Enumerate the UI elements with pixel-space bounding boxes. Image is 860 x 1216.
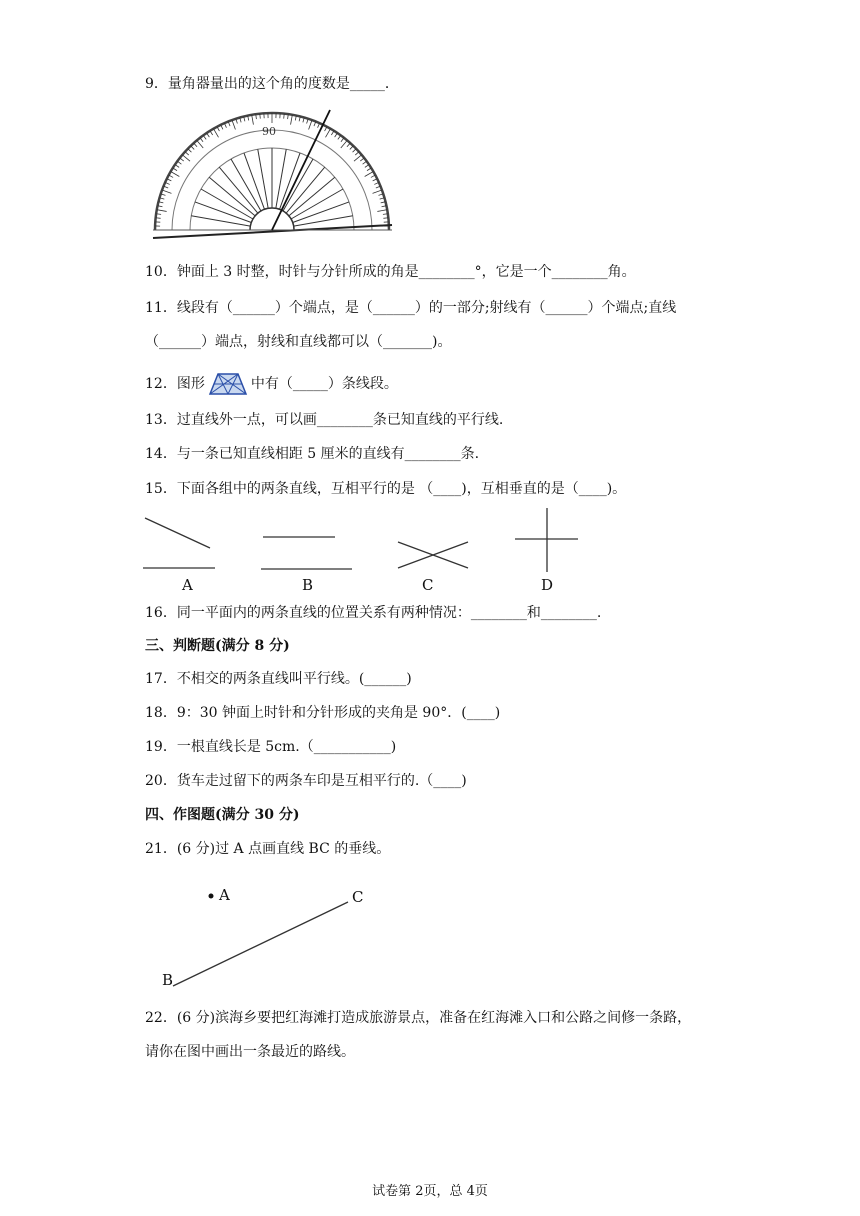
point-c-label: C: [352, 888, 364, 906]
protractor-tick: [210, 131, 213, 135]
protractor-tick: [175, 165, 179, 168]
question-12-suffix: 中有（_____）条线段。: [250, 376, 398, 392]
protractor-tick: [326, 129, 331, 138]
protractor-tick: [203, 135, 206, 139]
question-11-line2: （______）端点，射线和直线都可以（_______)。: [145, 334, 452, 350]
protractor-tick: [341, 140, 347, 148]
protractor-ray: [201, 189, 253, 219]
section-3-heading: 三、判断题(满分 8 分): [145, 638, 290, 654]
figure-b-lines: [258, 530, 358, 575]
protractor-tick: [200, 138, 203, 142]
protractor-tick: [341, 138, 344, 142]
protractor-tick: [335, 133, 338, 137]
protractor-ray: [283, 159, 313, 211]
protractor-tick: [360, 158, 364, 161]
protractor-tick: [214, 129, 219, 138]
protractor-ray: [258, 149, 268, 208]
protractor-tick: [354, 155, 362, 161]
protractor-tick: [188, 149, 192, 152]
point-b-label: B: [162, 971, 174, 989]
section-4-heading: 四、作图题(满分 30 分): [145, 807, 300, 823]
question-14: 14．与一条已知直线相距 5 厘米的直线有________条.: [145, 446, 480, 462]
question-10: 10．钟面上 3 时整，时针与分针所成的角是________°，它是一个________角。: [145, 264, 636, 280]
protractor-tick: [182, 155, 190, 161]
question-12-prefix: 12．图形: [145, 376, 205, 392]
figure-a-label: A: [182, 576, 193, 594]
protractor-tick: [353, 149, 357, 152]
question-16: 16．同一平面内的两条直线的位置关系有两种情况：________和________.: [145, 605, 602, 621]
protractor-90-label: 90: [262, 125, 276, 138]
protractor-ray: [191, 216, 250, 226]
protractor-tick: [373, 190, 382, 193]
protractor-tick: [252, 115, 254, 125]
question-9: 9．量角器量出的这个角的度数是_____．: [145, 76, 399, 92]
protractor-tick: [260, 114, 261, 119]
protractor-tick: [157, 210, 167, 212]
protractor-tick: [191, 146, 194, 150]
question-18: 18．9：30 钟面上时针和分针形成的夹角是 90°．(____): [145, 705, 501, 721]
protractor-tick: [383, 218, 388, 219]
page-footer: 试卷第 2页，总 4页: [372, 1184, 488, 1199]
figure-point-a-line-bc: [160, 880, 380, 995]
protractor-tick: [197, 140, 203, 148]
question-17: 17．不相交的两条直线叫平行线。(______): [145, 671, 412, 687]
protractor-tick: [347, 143, 350, 147]
question-22-line2: 请你在图中画出一条最近的路线。: [145, 1044, 355, 1060]
protractor-tick: [284, 114, 285, 119]
protractor-figure: [150, 105, 395, 245]
protractor-tick: [367, 168, 371, 171]
question-19: 19．一根直线长是 5cm.（___________): [145, 739, 397, 755]
protractor-tick: [194, 143, 197, 147]
protractor-tick: [171, 172, 180, 177]
protractor-tick: [365, 165, 369, 168]
protractor-tick: [338, 135, 341, 139]
question-13: 13．过直线外一点，可以画________条已知直线的平行线.: [145, 412, 504, 428]
protractor-tick: [180, 158, 184, 161]
protractor-tick: [232, 120, 235, 129]
protractor-tick: [173, 168, 177, 171]
figure-c-lines: [395, 535, 475, 575]
figure-a-lines: [140, 515, 220, 575]
protractor-tick: [177, 161, 181, 164]
question-15: 15．下面各组中的两条直线，互相平行的是 （____)，互相垂直的是（____)。: [145, 481, 627, 497]
protractor-ray: [276, 149, 286, 208]
question-12: [145, 372, 398, 396]
protractor-ray: [231, 159, 261, 211]
question-21: 21．(6 分)过 A 点画直线 BC 的垂线。: [145, 841, 391, 857]
protractor-ray: [291, 189, 343, 219]
protractor-ray: [294, 216, 353, 226]
protractor-tick: [291, 115, 293, 125]
protractor-tick: [207, 133, 210, 137]
question-22-line1: 22．(6 分)滨海乡要把红海滩打造成旅游景点，准备在红海滩入口和公路之间修一条路，: [145, 1010, 692, 1026]
protractor-tick: [309, 120, 312, 129]
protractor-tick: [156, 218, 161, 219]
figure-d-label: D: [541, 576, 554, 594]
figure-c-label: C: [422, 576, 434, 594]
point-a-label: A: [219, 886, 230, 904]
protractor-tick: [162, 190, 171, 193]
figure-b-label: B: [302, 576, 314, 594]
trapezoid-figure-icon: [209, 372, 247, 396]
protractor-tick: [350, 146, 353, 150]
figure-d-lines: [512, 505, 582, 575]
question-11-line1: 11．线段有（______）个端点，是（______）的一部分;射线有（______）个端点;直线: [145, 300, 677, 316]
question-20: 20．货车走过留下的两条车印是互相平行的.（____): [145, 773, 467, 789]
protractor-tick: [185, 152, 189, 155]
protractor-tick: [377, 210, 387, 212]
protractor-tick: [365, 172, 374, 177]
protractor-tick: [331, 131, 334, 135]
protractor-tick: [363, 161, 367, 164]
protractor-tick: [355, 152, 359, 155]
